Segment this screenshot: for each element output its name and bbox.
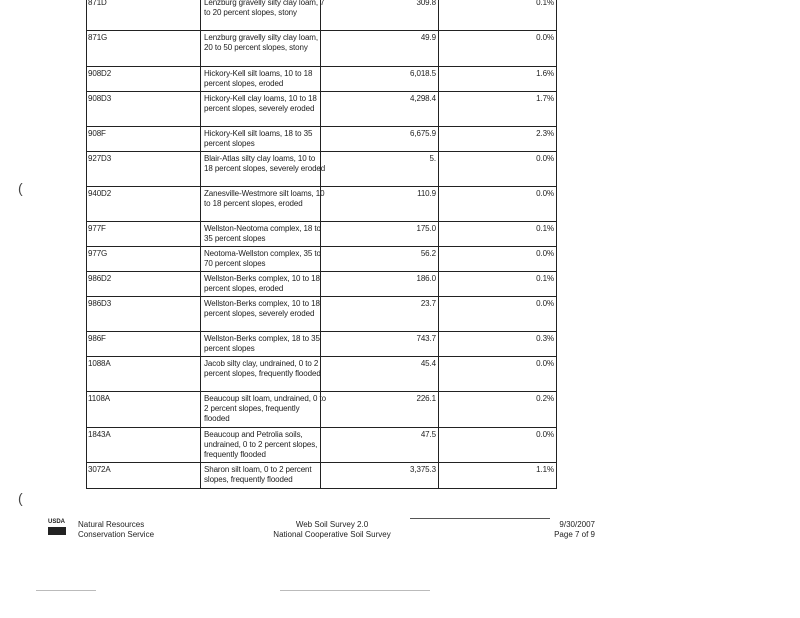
acres-in-aoi: 3,375.3	[410, 465, 436, 474]
page-number: Page 7 of 9	[554, 530, 595, 539]
scan-artifact-left-lower: (	[18, 490, 23, 506]
map-unit-name: Wellston-Berks complex, 18 to 35 percent slopes	[204, 334, 320, 353]
print-date: 9/30/2007	[559, 520, 595, 529]
percent-of-aoi: 1.7%	[536, 94, 554, 103]
map-unit-name: Lenzburg gravelly silty clay loam, 20 to 50 percent slopes, stony	[204, 33, 318, 52]
map-unit-name: Wellston-Berks complex, 10 to 18 percent slopes, severely eroded	[204, 299, 320, 318]
map-unit-name: Wellston-Berks complex, 10 to 18 percent slopes, eroded	[204, 274, 320, 293]
map-unit-symbol: 3072A	[88, 465, 111, 474]
percent-of-aoi: 0.0%	[536, 359, 554, 368]
row-divider	[86, 462, 556, 463]
scan-artifact-left-upper: (	[18, 180, 23, 196]
map-unit-name: Hickory-Kell silt loams, 18 to 35 percent slopes	[204, 129, 313, 148]
map-unit-name: Beaucoup and Petrolia soils, undrained, 0 to 2 percent slopes, frequently flooded	[204, 430, 318, 459]
acres-in-aoi: 226.1	[416, 394, 436, 403]
row-divider	[86, 186, 556, 187]
date-and-page	[520, 520, 595, 540]
table-left-border	[86, 0, 87, 489]
map-unit-name: Blair-Atlas silty clay loams, 10 to 18 percent slopes, severely eroded	[204, 154, 326, 173]
acres-in-aoi: 23.7	[420, 299, 436, 308]
acres-in-aoi: 56.2	[420, 249, 436, 258]
agency-line-1: Natural Resources	[78, 520, 145, 529]
map-unit-symbol: 871D	[88, 0, 107, 7]
scan-artifact-bottom-left	[36, 590, 96, 591]
usda-logo	[48, 519, 66, 535]
percent-of-aoi: 0.2%	[536, 394, 554, 403]
map-unit-symbol: 1843A	[88, 430, 111, 439]
table-right-border	[556, 0, 557, 489]
percent-of-aoi: 0.1%	[536, 224, 554, 233]
map-unit-symbol: 940D2	[88, 189, 112, 198]
percent-of-aoi: 0.0%	[536, 154, 554, 163]
acres-in-aoi: 6,018.5	[410, 69, 436, 78]
percent-of-aoi: 0.0%	[536, 249, 554, 258]
map-unit-name: Wellston-Neotoma complex, 18 to 35 percent slopes	[204, 224, 321, 243]
map-unit-symbol: 1088A	[88, 359, 111, 368]
row-divider	[86, 91, 556, 92]
scan-artifact-bottom-center	[280, 590, 430, 591]
map-unit-symbol: 871G	[88, 33, 108, 42]
agency-name	[78, 520, 154, 540]
map-unit-name: Sharon silt loam, 0 to 2 percent slopes, frequently flooded	[204, 465, 312, 484]
acres-in-aoi: 45.4	[420, 359, 436, 368]
map-unit-name: Beaucoup silt loam, undrained, 0 to 2 percent slopes, frequently flooded	[204, 394, 326, 423]
percent-of-aoi: 0.1%	[536, 0, 554, 7]
acres-in-aoi: 4,298.4	[410, 94, 436, 103]
row-divider	[86, 66, 556, 67]
row-divider	[86, 391, 556, 392]
map-unit-symbol: 986F	[88, 334, 106, 343]
percent-of-aoi: 0.0%	[536, 33, 554, 42]
percent-of-aoi: 2.3%	[536, 129, 554, 138]
row-divider	[86, 427, 556, 428]
acres-in-aoi: 110.9	[417, 189, 436, 198]
row-divider	[86, 271, 556, 272]
map-unit-symbol: 908D3	[88, 94, 112, 103]
acres-in-aoi: 309.8	[416, 0, 436, 7]
row-divider	[86, 126, 556, 127]
percent-of-aoi: 1.6%	[536, 69, 554, 78]
acres-in-aoi: 175.0	[416, 224, 436, 233]
acres-in-aoi: 5.	[429, 154, 436, 163]
row-divider	[86, 296, 556, 297]
acres-in-aoi: 6,675.9	[410, 129, 436, 138]
map-unit-symbol: 927D3	[88, 154, 112, 163]
row-divider	[86, 246, 556, 247]
row-divider	[86, 331, 556, 332]
map-unit-name: Hickory-Kell clay loams, 10 to 18 percent slopes, severely eroded	[204, 94, 317, 113]
percent-of-aoi: 0.3%	[536, 334, 554, 343]
survey-line-1: Web Soil Survey 2.0	[295, 520, 369, 529]
map-unit-symbol: 986D3	[88, 299, 112, 308]
percent-of-aoi: 0.0%	[536, 189, 554, 198]
acres-column-right-border	[438, 0, 439, 489]
agency-line-2: Conservation Service	[78, 530, 155, 539]
map-unit-name: Hickory-Kell silt loams, 10 to 18 percent slopes, eroded	[204, 69, 313, 88]
acres-in-aoi: 47.5	[420, 430, 436, 439]
acres-in-aoi: 49.9	[420, 33, 436, 42]
table-bottom-border	[86, 488, 556, 489]
percent-of-aoi: 1.1%	[536, 465, 554, 474]
map-unit-symbol: 977F	[88, 224, 106, 233]
row-divider	[86, 30, 556, 31]
map-unit-name: Zanesville-Westmore silt loams, 10 to 18 percent slopes, eroded	[204, 189, 325, 208]
row-divider	[86, 356, 556, 357]
acres-in-aoi: 186.0	[416, 274, 436, 283]
map-unit-symbol: 1108A	[88, 394, 111, 403]
row-divider	[86, 221, 556, 222]
row-divider	[86, 151, 556, 152]
survey-line-2: National Cooperative Soil Survey	[273, 530, 391, 539]
percent-of-aoi: 0.0%	[536, 430, 554, 439]
map-unit-symbol: 977G	[88, 249, 108, 258]
map-unit-name: Lenzburg gravelly silty clay loam, 7 to 20 percent slopes, stony	[204, 0, 325, 17]
usda-logo-text: USDA	[48, 519, 66, 525]
name-column-left-border	[200, 0, 201, 489]
footer-rule	[410, 518, 550, 519]
survey-name	[262, 520, 402, 540]
map-unit-symbol: 908F	[88, 129, 106, 138]
map-unit-symbol: 908D2	[88, 69, 112, 78]
map-unit-name: Jacob silty clay, undrained, 0 to 2 percent slopes, frequently flooded	[204, 359, 321, 378]
acres-in-aoi: 743.7	[416, 334, 436, 343]
percent-of-aoi: 0.0%	[536, 299, 554, 308]
map-unit-symbol: 986D2	[88, 274, 112, 283]
map-unit-name: Neotoma-Wellston complex, 35 to 70 percent slopes	[204, 249, 321, 268]
percent-of-aoi: 0.1%	[536, 274, 554, 283]
